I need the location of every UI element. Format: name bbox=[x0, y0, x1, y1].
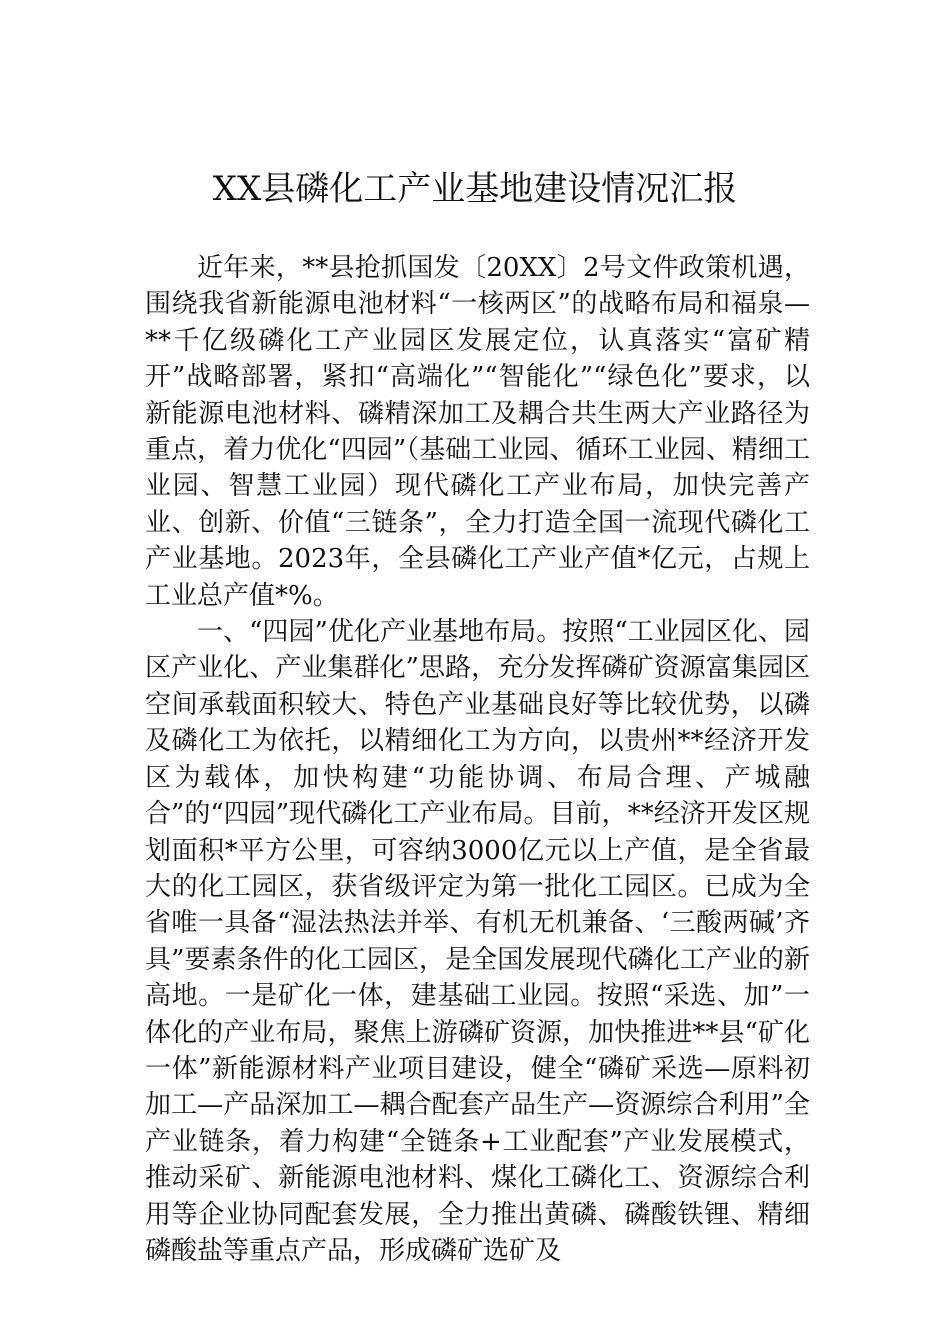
paragraph-intro: 近年来，**县抢抓国发〔20XX〕2号文件政策机遇，围绕我省新能源电池材料“一核两区”的战略布局和福泉—**千亿级磷化工产业园区发展定位，认真落实“富矿精开”战略部署，紧扣“高端化”“智能化”“绿色化”要求，以新能源电池材料、磷精深加工及耦合共生两大产业路径为重点，着力优化“四园”（基础工业园、循环工业园、精细工业园、智慧工业园）现代磷化工产业布局，加快完善产业、创新、价值“三链条”，全力打造全国一流现代磷化工产业基地。2023年，全县磷化工产业产值*亿元，占规上工业总产值*%。 bbox=[145, 253, 810, 611]
paragraph-section-one: 一、“四园”优化产业基地布局。按照“工业园区化、园区产业化、产业集群化”思路，充分发挥磷矿资源富集园区空间承载面积较大、特色产业基础良好等比较优势，以磷及磷化工为依托，以精细化工为方向，以贵州**经济开发区为载体，加快构建“功能协调、布局合理、产城融合”的“四园”现代磷化工产业布局。目前，**经济开发区规划面积*平方公里，可容纳3000亿元以上产值，是全省最大的化工园区，获省级评定为第一批化工园区。已成为全省唯一具备“湿法热法并举、有机无机兼备、‘三酸两碱’齐具”要素条件的化工园区，是全国发展现代磷化工产业的新高地。一是矿化一体，建基础工业园。按照“采选、加”一体化的产业布局，聚焦上游磷矿资源，加快推进**县“矿化一体”新能源材料产业项目建设，健全“磷矿采选—原料初加工—产品深加工—耦合配套产品生产—资源综合利用”全产业链条，着力构建“全链条+工业配套”产业发展模式，推动采矿、新能源电池材料、煤化工磷化工、资源综合利用等企业协同配套发展，全力推出黄磷、磷酸铁锂、精细磷酸盐等重点产品，形成磷矿选矿及 bbox=[145, 617, 810, 1266]
document-body bbox=[145, 250, 810, 1269]
document-title: XX县磷化工产业基地建设情况汇报 bbox=[212, 169, 738, 209]
